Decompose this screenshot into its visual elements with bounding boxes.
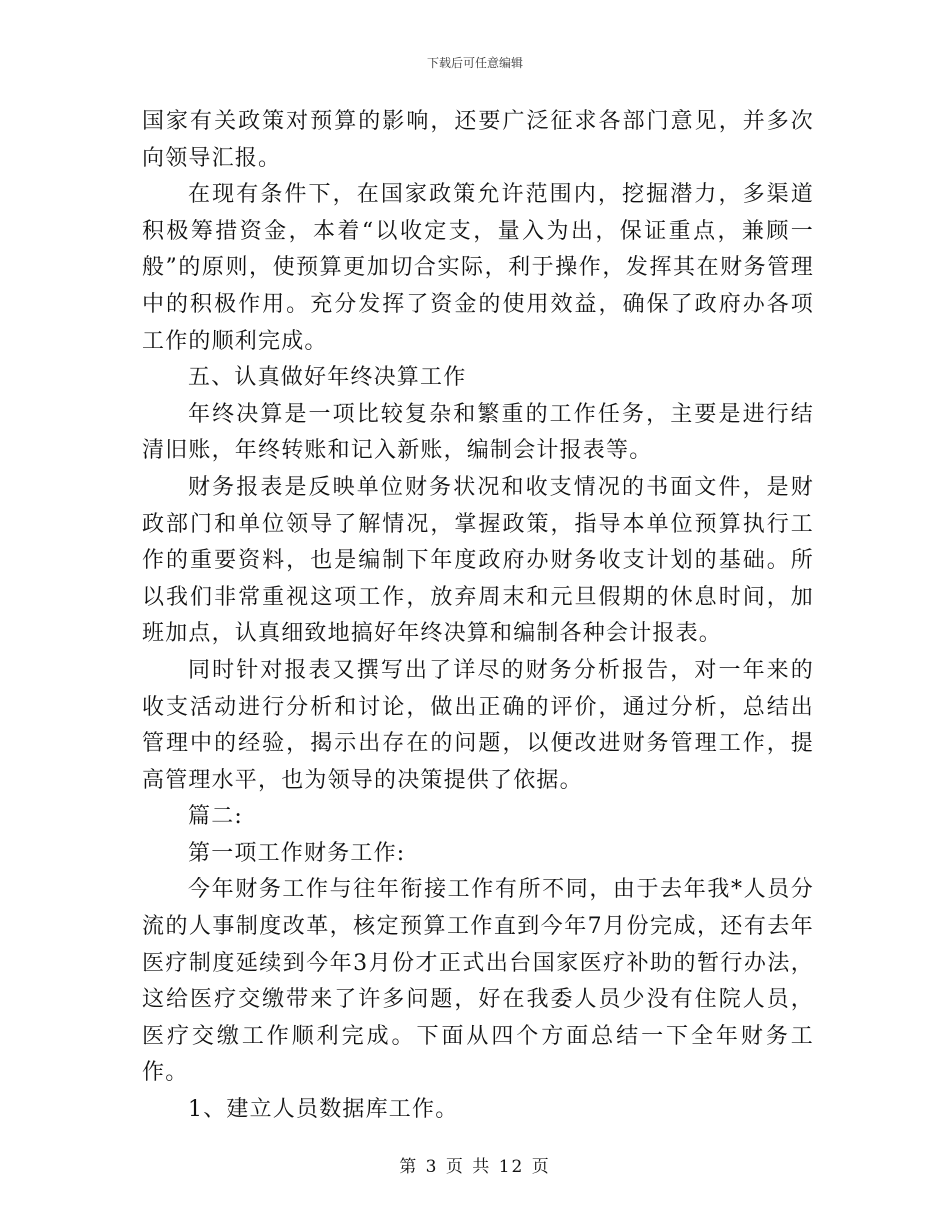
page-number: 第 3 页 共 12 页 bbox=[399, 1157, 551, 1177]
header-note: 下载后可任意编辑 bbox=[426, 56, 523, 70]
section-heading-5: 五、认真做好年终决算工作 bbox=[188, 365, 467, 391]
paragraph-4: 财务报表是反映单位财务状况和收支情况的书面文件，是财政部门和单位领导了解情况，掌握政策，指导本单位预算执行工作的重要资料，也是编制下年度政府办财务收支计划的基础。所以我们非常重视这项工作，放弃周末和元旦假期的休息时间，加班加点，认真细致地搞好年终决算和编制各种会计报表。 bbox=[142, 474, 814, 647]
paragraph-1: 国家有关政策对预算的影响，还要广泛征求各部门意见，并多次向领导汇报。 bbox=[142, 109, 814, 171]
item-heading-1: 第一项工作财务工作: bbox=[188, 840, 406, 866]
article-heading-2: 篇二: bbox=[188, 804, 244, 830]
sub-item-heading-1: 1、建立人员数据库工作。 bbox=[188, 1097, 459, 1123]
document-body bbox=[142, 104, 814, 1129]
paragraph-3: 年终决算是一项比较复杂和繁重的工作任务，主要是进行结清旧账，年终转账和记入新账，编制会计报表等。 bbox=[142, 401, 814, 464]
paragraph-2: 在现有条件下，在国家政策允许范围内，挖掘潜力，多渠道积极筹措资金，本着“以收定支，量入为出，保证重点，兼顾一般”的原则，使预算更加切合实际，利于操作，发挥其在财务管理中的积极作用。充分发挥了资金的使用效益，确保了政府办各项工作的顺利完成。 bbox=[142, 182, 814, 354]
paragraph-5: 同时针对报表又撰写出了详尽的财务分析报告，对一年来的收支活动进行分析和讨论，做出正确的评价，通过分析，总结出管理中的经验，揭示出存在的问题，以便改进财务管理工作，提高管理水平，也为领导的决策提供了依据。 bbox=[142, 657, 814, 793]
paragraph-6: 今年财务工作与往年衔接工作有所不同，由于去年我*人员分流的人事制度改革，核定预算工作直到今年7月份完成，还有去年医疗制度延续到今年3月份才正式出台国家医疗补助的暂行办法，这给医疗交缴带来了许多问题，好在我委人员少没有住院人员，医疗交缴工作顺利完成。下面从四个方面总结一下全年财务工作。 bbox=[142, 877, 814, 1086]
